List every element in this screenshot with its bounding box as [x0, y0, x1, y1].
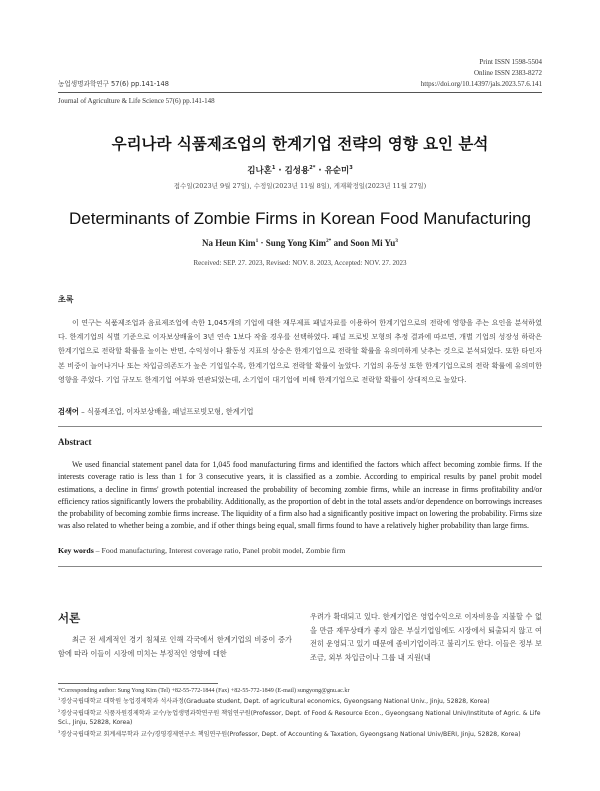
author-affiliation-mark: 3 — [349, 165, 353, 172]
footnote-mark: 3 — [58, 729, 61, 734]
abstract-en-body: We used financial statement panel data for 1,045 food manufacturing firms and identified the factors which affect becoming zombie firms. If the interests coverage ratio is less than 1 for 3 consecutive years, it is classified as a zombie. According to empirical results by panel probit model estimations, a decline in firms' growth potential increased the probability of becoming zombie firms, while an increase in firms profitability and/or efficiency ratios significantly lowers the probability. Additionally, as the proportion of debt in the total assets and/or dependence on borrowings increases the probability of becoming zombie firms increase. The liquidity of a firm also had a significantly positive impact on lowering the probability. Firms size was also related to whether being a zombie, and if other things being equal, small firms found to have a relatively higher probability than large firms. — [58, 460, 542, 531]
abstract-kr-body: 이 연구는 식품제조업과 음료제조업에 속한 1,045개의 기업에 대한 재무제표 패널자료를 이용하여 한계기업으로의 전락에 영향을 주는 요인을 분석하였다. 한계기업의 식별 기준으로 이자보상배율이 3년 연속 1보다 작을 경우를 선택하였다. 패널 프로빗 모형의 추정 결과에 따르면, 개별 기업의 성장성 하락은 한계기업으로 전락할 확률을 높이는 반면, 수익성이나 활동성 지표의 상승은 한계기업으로 전락할 확률을 유의미하게 낮추는 것으로 분석되었다. 또한 타인자본 비중이 늘어나거나 또는 차입금의존도가 높은 기업일수록, 한계기업으로 전락할 확률이 높았다. 기업의 유동성 또한 한계기업으로의 전락 확률에 유의미한 영향을 주었다. 기업 규모도 한계기업 여부와 연관되었는데, 소기업이 대기업에 비해 한계기업으로 전락할 확률이 상대적으로 높았다. — [58, 318, 542, 384]
keywords-kr — [58, 407, 253, 417]
print-issn: Print ISSN 1598-5504 — [479, 58, 542, 66]
submission-dates-en: Received: SEP. 27. 2023, Revised: NOV. 8. 2023, Accepted: NOV. 27. 2023 — [193, 259, 407, 267]
footnote-affiliation — [58, 709, 542, 727]
footnote-text: 경상국립대학교 회계세무학과 교수/경영경제연구소 책임연구원(Professor, Dept. of Accounting & Taxation, Gyeongsang National Univ/BERI, Jinju, 52828, Korea) — [60, 731, 521, 738]
divider — [58, 566, 542, 567]
author-affiliation-mark: 2* — [309, 165, 316, 172]
author-name: · Sung Yong Kim — [258, 238, 326, 248]
author-affiliation-mark: 1 — [255, 238, 259, 244]
online-issn: Online ISSN 2383-8272 — [473, 69, 542, 77]
intro-heading: 서론 — [58, 611, 81, 625]
submission-dates-kr: 접수일(2023년 9월 27일), 수정일(2023년 11월 8일), 게재확정일(2023년 11월 27일) — [173, 182, 427, 190]
author-affiliation-mark: 1 — [271, 165, 276, 172]
author-affiliation-mark: 3 — [395, 238, 398, 244]
paper-title-kr: 우리나라 식품제조업의 한계기업 전략의 영향 요인 분석 — [111, 135, 489, 153]
author-name: 김나혼 — [247, 166, 272, 176]
keywords-en — [58, 546, 345, 555]
doi-link[interactable]: https://doi.org/10.14397/jals.2023.57.6.141 — [420, 80, 542, 88]
keywords-en-label: Key words — [58, 546, 94, 555]
author-list-en — [0, 238, 600, 248]
author-name: · 유순미 — [315, 166, 350, 176]
keywords-kr-label: 검색어 — [58, 407, 79, 416]
intro-right-column: 우려가 확대되고 있다. 한계기업은 영업수익으로 이자비용을 지불할 수 없을 만큼 재무상태가 좋지 않은 부실기업임에도 시장에서 퇴출되지 않고 여전히 운영되고 있기 때문에 좀비기업이라고 불리기도 한다. 이들은 정부 보조금, 외부 차입금이나 그룹 내 지원(내 — [310, 612, 542, 662]
footnote-text: 경상국립대학교 대학원 농업경제학과 석사과정(Graduate student, Dept. of agricultural economics, Gyeongsang National Univ., Jinju, 52828, Korea) — [60, 698, 490, 705]
header-rule — [58, 92, 542, 93]
footnote-corresponding: *Corresponding author: Sung Yong Kim (Tel) +82-55-772-1844 (Fax) +82-55-772-1849 (E-mail) sungyong@gnu.ac.kr — [58, 688, 350, 694]
footnote-affiliation — [58, 730, 542, 739]
paper-title-en: Determinants of Zombie Firms in Korean Food Manufacturing — [68, 209, 532, 228]
footnote-text: 경상국립대학교 식품자원경제학과 교수/농업생명과학연구원 책임연구원(Professor, Dept. of Food & Resource Econ., Gyeongsang National Univ/Institute of Agric. & Life Sci., Jinju, 52828, Korea) — [58, 710, 541, 727]
journal-citation-en: Journal of Agriculture & Life Science 57(6) pp.141-148 — [58, 97, 215, 105]
abstract-en-heading: Abstract — [58, 437, 92, 447]
footnote-mark: 2 — [58, 708, 61, 713]
footnote-mark: 1 — [58, 696, 61, 701]
keywords-kr-list: – 식품제조업, 이자보상배율, 패널프로빗모형, 한계기업 — [78, 407, 254, 416]
journal-citation-kr: 농업생명과학연구 57(6) pp.141-148 — [58, 80, 169, 88]
intro-left-column: 최근 전 세계적인 경기 침체로 인해 각국에서 한계기업의 비중이 증가함에 따라 이들이 시장에 미치는 부정적인 영향에 대한 — [58, 635, 292, 658]
footnote-affiliation — [58, 697, 542, 706]
author-name: Na Heun Kim — [202, 238, 256, 248]
author-name: · 김성용 — [275, 166, 310, 176]
author-name: and Soon Mi Yu — [331, 238, 396, 248]
author-list-kr — [0, 164, 600, 176]
footnote-rule — [58, 683, 218, 684]
author-affiliation-mark: 2* — [325, 238, 332, 244]
divider — [58, 426, 542, 427]
abstract-kr-heading: 초록 — [58, 295, 74, 304]
keywords-en-list: – Food manufacturing, Interest coverage ratio, Panel probit model, Zombie firm — [93, 546, 346, 555]
